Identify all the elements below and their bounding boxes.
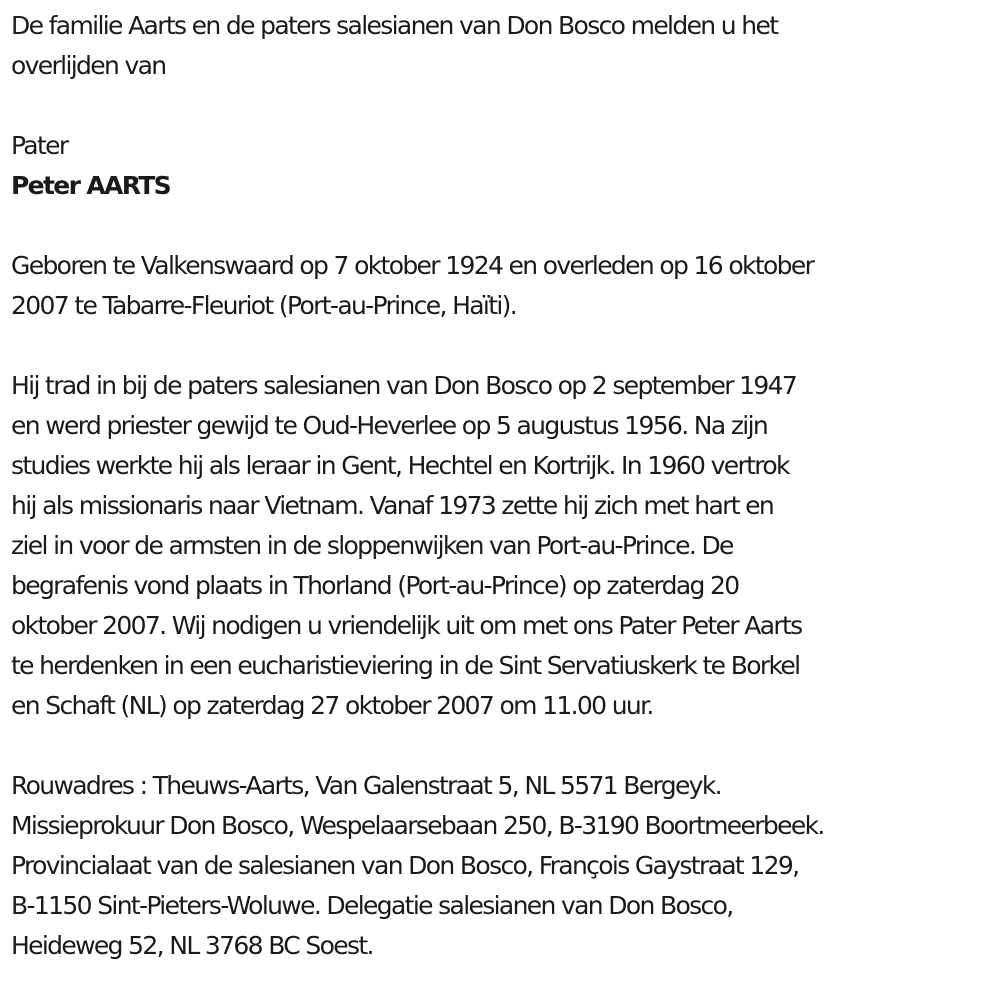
spacer bbox=[11, 326, 1000, 366]
person-name: Peter AARTS bbox=[11, 171, 170, 200]
address-line: Missieprokuur Don Bosco, Wespelaarsebaan 250, B-3190 Boortmeerbeek. bbox=[11, 811, 824, 840]
birth-death-line: Geboren te Valkenswaard op 7 oktober 1924 en overleden op 16 oktober bbox=[11, 251, 814, 280]
address-line: Heideweg 52, NL 3768 BC Soest. bbox=[11, 931, 373, 960]
biography-line: hij als missionaris naar Vietnam. Vanaf 1973 zette hij zich met hart en bbox=[11, 491, 774, 520]
addresses-paragraph bbox=[11, 766, 1000, 966]
address-line: Provincialaat van de salesianen van Don Bosco, François Gaystraat 129, bbox=[11, 851, 799, 880]
address-line: B-1150 Sint-Pieters-Woluwe. Delegatie salesianen van Don Bosco, bbox=[11, 891, 733, 920]
biography-line: Hij trad in bij de paters salesianen van Don Bosco op 2 september 1947 bbox=[11, 371, 797, 400]
birth-death-paragraph bbox=[11, 246, 1000, 326]
biography-line: begrafenis vond plaats in Thorland (Port-au-Prince) op zaterdag 20 bbox=[11, 571, 739, 600]
biography-paragraph bbox=[11, 366, 1000, 726]
address-line: Rouwadres : Theuws-Aarts, Van Galenstraat 5, NL 5571 Bergeyk. bbox=[11, 771, 721, 800]
spacer bbox=[11, 206, 1000, 246]
biography-line: ziel in voor de armsten in de sloppenwijken van Port-au-Prince. De bbox=[11, 531, 733, 560]
biography-line: en werd priester gewijd te Oud-Heverlee op 5 augustus 1956. Na zijn bbox=[11, 411, 768, 440]
biography-line: en Schaft (NL) op zaterdag 27 oktober 2007 om 11.00 uur. bbox=[11, 691, 653, 720]
person-title: Pater bbox=[11, 131, 68, 160]
biography-line: te herdenken in een eucharistieviering in de Sint Servatiuskerk te Borkel bbox=[11, 651, 800, 680]
birth-death-line: 2007 te Tabarre-Fleuriot (Port-au-Prince, Haïti). bbox=[11, 291, 517, 320]
biography-line: studies werkte hij als leraar in Gent, Hechtel en Kortrijk. In 1960 vertrok bbox=[11, 451, 789, 480]
intro-line: De familie Aarts en de paters salesianen van Don Bosco melden u het bbox=[11, 11, 778, 40]
spacer bbox=[11, 86, 1000, 126]
spacer bbox=[11, 726, 1000, 766]
intro-line: overlijden van bbox=[11, 51, 166, 80]
biography-line: oktober 2007. Wij nodigen u vriendelijk uit om met ons Pater Peter Aarts bbox=[11, 611, 802, 640]
intro-paragraph bbox=[11, 6, 1000, 86]
